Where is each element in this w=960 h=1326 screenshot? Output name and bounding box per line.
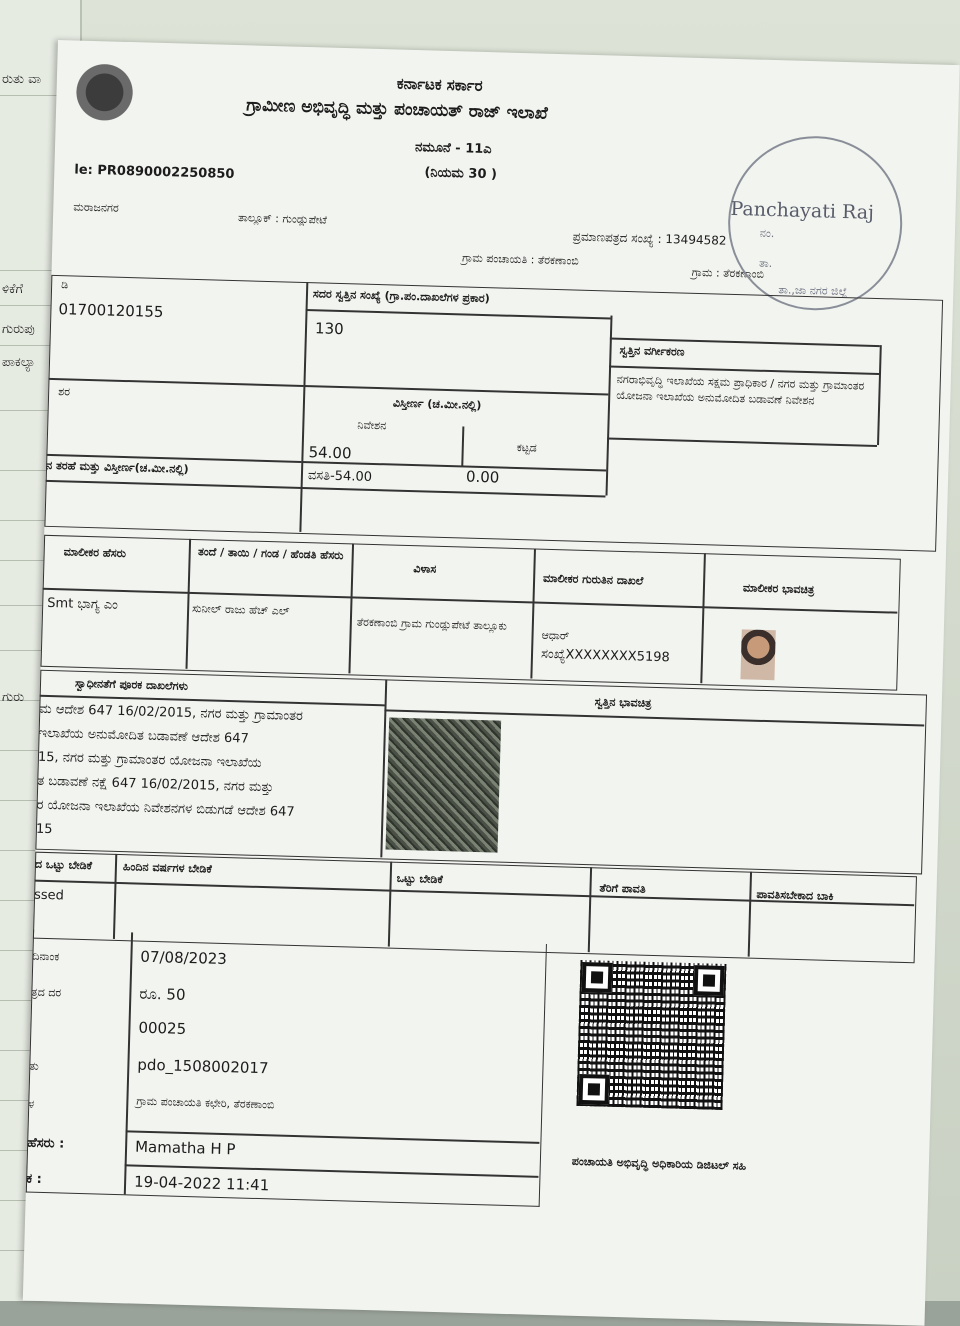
certificate-number: ಪ್ರಮಾಣಪತ್ರದ ಸಂಖ್ಯೆ : 13494582 — [572, 229, 727, 248]
issue-table — [26, 930, 547, 1207]
issue-label: ದಿನಾಂಕ — [32, 949, 60, 964]
seal-sub: ತಾ. — [758, 256, 773, 271]
issue-fee: ರೂ. 50 — [139, 984, 186, 1004]
survey-label: ಸದರ ಸ್ವತ್ತಿನ ಸಂಖ್ಯೆ (ಗ್ರಾ.ಪಂ.ದಾಖಲೆಗಳ ಪ್ರಕಾರ) — [312, 287, 490, 306]
seal-sub: ತಾ.,ಜಾ ನಗರ ಜಿಲ್ಲೆ — [778, 283, 848, 299]
property-photo-label: ಸ್ವತ್ತಿನ ಭಾವಚಿತ್ರ — [594, 695, 652, 710]
documents-header: ಸ್ವಾಧೀನತೆಗೆ ಪೂರಕ ದಾಖಲೆಗಳು — [74, 676, 189, 693]
seal-sub: ನಂ. — [759, 226, 775, 241]
issue-date: 07/08/2023 — [140, 947, 228, 969]
document-line: 15 — [35, 821, 53, 838]
property-photo — [386, 718, 502, 853]
owner-id-value: ಸಂಖ್ಯೆXXXXXXXX5198 — [540, 646, 670, 666]
type-label: ನ ತರಹೆ ಮತ್ತು ವಿಸ್ತೀರ್ಣ(ಚ.ಮೀ.ನಲ್ಲಿ) — [45, 458, 189, 476]
header-form: ನಮೂನೆ - 11ಎ — [414, 140, 492, 158]
taluk: ತಾಲ್ಲೂಕ್ : ಗುಂಡ್ಲುಪೇಟೆ — [237, 211, 328, 227]
tax-header: ದ ಒಟ್ಟು ಬೇಡಿಕೆ — [34, 857, 93, 873]
issue-name: Mamatha H P — [134, 1137, 236, 1159]
type-value: ವಸತಿ-54.00 — [307, 468, 373, 485]
site-label: ನಿವೇಶನ — [357, 418, 387, 433]
building-value: 0.00 — [465, 467, 500, 487]
owner-photo — [740, 629, 775, 680]
owner-header-id: ಮಾಲೀಕರ ಗುರುತಿನ ದಾಖಲೆ — [542, 571, 644, 588]
property-id-label: ಡಿ — [60, 278, 69, 292]
issue-user: pdo_1508002017 — [137, 1055, 269, 1078]
document-line: ಮ ಆದೇಶ 647 16/02/2015, ನಗರ ಮತ್ತು ಗ್ರಾಮಾಂತರ — [39, 701, 304, 725]
classification-value: ನಗರಾಭಿವೃದ್ಧಿ ಇಲಾಖೆಯ ಸಕ್ಷಮ ಪ್ರಾಧಿಕಾರ / ನಗರ ಮತ್ತು ಗ್ರಾಮಾಂತರ ಯೋಜನಾ ಇಲಾಖೆಯ ಅನುಮೋದಿತ ಬಡಾವಣೆ ನಿವೇಶನ — [616, 372, 865, 408]
tax-header: ಪಾವತಿಸಬೇಕಾದ ಬಾಕಿ — [756, 887, 834, 903]
owner-name: Smt ಭಾಗ್ಯ ಎಂ — [47, 595, 119, 613]
issue-timestamp: 19-04-2022 11:41 — [133, 1172, 270, 1195]
owner-header-photo: ಮಾಲೀಕರ ಭಾವಚಿತ್ರ — [742, 581, 815, 597]
issue-label: ಕ : — [25, 1171, 42, 1187]
issue-label: ತು — [29, 1059, 39, 1073]
owner-relation: ಸುನೀಲ್ ರಾಜು ಹೆಚ್ ಎಲ್ — [191, 601, 290, 618]
document-line: ರ ಯೋಜನಾ ಇಲಾಖೆಯ ನಿವೇಶನಗಳ ಬಿಡುಗಡೆ ಆದೇಶ 647 — [36, 797, 295, 820]
document-line: 15, ನಗರ ಮತ್ತು ಗ್ರಾಮಾಂತರ ಯೋಜನಾ ಇಲಾಖೆಯ — [37, 749, 262, 771]
property-id-value: 01700120155 — [58, 300, 164, 322]
tax-header: ಹಿಂದಿನ ವರ್ಷಗಳ ಬೇಡಿಕೆ — [122, 860, 213, 876]
header-state: ಕರ್ನಾಟಕ ಸರ್ಕಾರ — [396, 74, 483, 95]
survey-value: 130 — [314, 319, 344, 339]
owner-id-label: ಆಧಾರ್ — [541, 628, 570, 643]
left-label: ಶರ — [58, 385, 71, 399]
building-label: ಕಟ್ಟಡ — [516, 440, 537, 455]
owner-address: ತೆರಕಣಾಂಬಿ ಗ್ರಾಮ ಗುಂಡ್ಲುಪೇಟೆ ತಾಲ್ಲೂಕು — [356, 615, 508, 633]
ledger-text: ಗುರು — [2, 690, 25, 705]
gram-panchayat: ಗ್ರಾಮ ಪಂಚಾಯತಿ : ತೆರಕಣಾಂಬಿ — [461, 251, 579, 268]
classification-label: ಸ್ವತ್ತಿನ ವರ್ಗೀಕರಣ — [619, 343, 685, 359]
ledger-text: ಪಾಕಲ್ಯಾ — [2, 355, 36, 370]
owner-header-name: ಮಾಲೀಕರ ಹೆಸರು — [63, 545, 127, 561]
header-rule: (ನಿಯಮ 30 ) — [424, 165, 498, 183]
issue-place: ಗ್ರಾಮ ಪಂಚಾಯತಿ ಕಛೇರಿ, ತೆರಕಣಾಂಬಿ — [136, 1094, 275, 1112]
ledger-text: ರುತು ವಾ — [2, 72, 42, 87]
ledger-text: ಳಿಕೆಗೆ — [2, 282, 24, 297]
issue-label: ಳ — [28, 1097, 35, 1111]
issue-label: ತ್ರದ ದರ — [31, 985, 62, 1000]
document-line: ಇಲಾಖೆಯ ಅನುಮೋದಿತ ಬಡಾವಣೆ ಆದೇಶ 647 — [38, 725, 250, 747]
ledger-text: ಗುರುಪು — [2, 322, 35, 337]
signature-label: ಪಂಚಾಯತಿ ಅಭಿವೃದ್ಧಿ ಅಧಿಕಾರಿಯ ಡಿಜಿಟಲ್ ಸಹಿ — [571, 1154, 747, 1173]
header-department: ಗ್ರಾಮೀಣ ಅಭಿವೃದ್ಧಿ ಮತ್ತು ಪಂಚಾಯತ್ ರಾಜ್ ಇಲಾಖೆ — [245, 95, 548, 124]
issue-label: ಹೆಸರು : — [26, 1135, 65, 1152]
karnataka-emblem-icon — [73, 55, 135, 147]
issue-receipt: 00025 — [138, 1018, 187, 1038]
tax-cell: ssed — [33, 887, 65, 904]
district: ಮರಾಜನಗರ — [73, 200, 119, 215]
tax-header: ತೆರಿಗೆ ಪಾವತಿ — [599, 881, 646, 896]
property-id: le: PR0890002250850 — [74, 162, 235, 182]
certificate-page — [23, 40, 960, 1326]
seal-text: Panchayati Raj — [730, 197, 875, 224]
qr-code — [576, 960, 726, 1110]
owner-header-relation: ತಂದೆ / ತಾಯಿ / ಗಂಡ / ಹೆಂಡತಿ ಹೆಸರು — [197, 545, 344, 563]
area-label: ವಿಸ್ತೀರ್ಣ (ಚ.ಮೀ.ನಲ್ಲಿ) — [392, 396, 482, 412]
village: ಗ್ರಾಮ : ತೆರಕಣಾಂಬಿ — [691, 265, 765, 281]
site-value: 54.00 — [308, 443, 352, 463]
owner-header-address: ವಿಳಾಸ — [413, 562, 437, 576]
tax-header: ಒಟ್ಟು ಬೇಡಿಕೆ — [396, 871, 444, 887]
property-table — [44, 275, 943, 552]
document-line: ತ ಬಡಾವಣೆ ನಕ್ಷೆ 647 16/02/2015, ನಗರ ಮತ್ತು — [37, 773, 274, 796]
panchayat-seal — [726, 134, 905, 313]
